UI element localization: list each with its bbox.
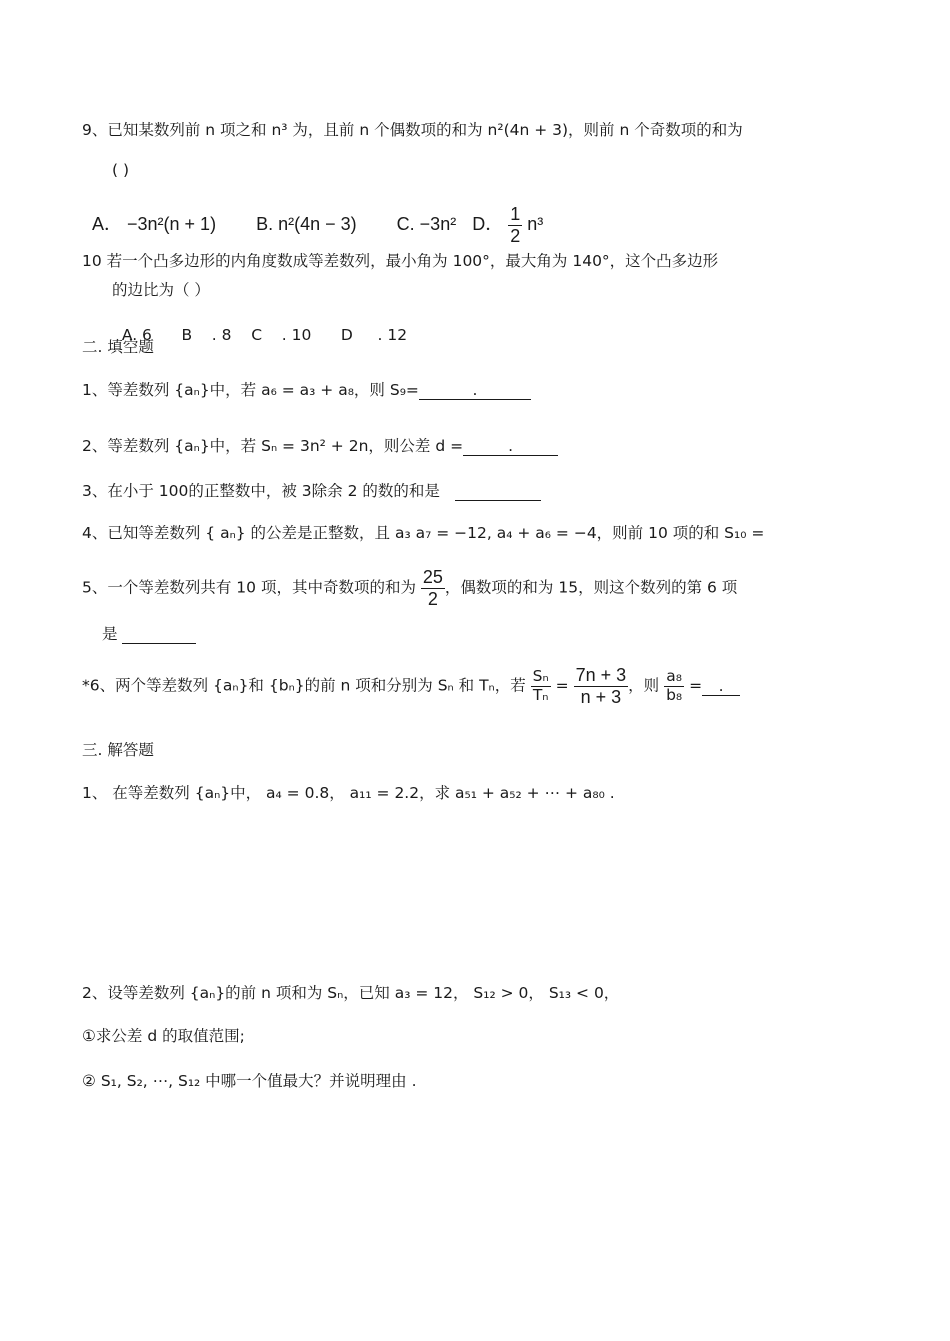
q10-line2: 的边比为（ ） bbox=[112, 281, 210, 299]
q9-option-d: D． $\frac{1}{2}$ n³ bbox=[472, 204, 544, 246]
fill-q6-blank[interactable]: . bbox=[702, 677, 740, 696]
q9-option-b: B. n²(4n − 3) bbox=[256, 213, 357, 234]
q10-options: A. 6 B . 8 C . 10 D . 12 bbox=[121, 326, 408, 344]
fill-q5: 5、一个等差数列共有 10 项，其中奇数项的和为 $\frac{25}{2}$ ，偶数项的和为 15，则这个数列的第 6 项 bbox=[82, 567, 738, 609]
q9-option-c: C. −3n² bbox=[396, 213, 457, 234]
fill-q2: 2、等差数列 {aₙ}中，若 Sₙ = 3n² + 2n，则公差 d = . bbox=[82, 434, 558, 456]
q9-option-a: A． −3n²(n + 1) bbox=[92, 213, 217, 234]
fill-q1: 1、等差数列 {aₙ}中，若 a₆ = a₃ + a₈，则 S₉= . bbox=[82, 378, 531, 400]
fill-q3-blank[interactable] bbox=[455, 482, 541, 501]
q9-answer-paren: ( ) bbox=[112, 161, 130, 179]
solve-q2-part2: ② S₁, S₂, ⋯, S₁₂ 中哪一个值最大？并说明理由 . bbox=[82, 1072, 417, 1090]
q10-line1: 10 若一个凸多边形的内角度数成等差数列，最小角为 100°，最大角为 140°，这个凸多边形 bbox=[82, 252, 719, 270]
section-solve-title: 三. 解答题 bbox=[82, 741, 154, 759]
q9-text: 9、已知某数列前 n 项之和 n³ 为，且前 n 个偶数项的和为 n²(4n + 3)，则前 n 个奇数项的和为 bbox=[82, 121, 743, 139]
fill-q2-blank[interactable]: . bbox=[463, 437, 558, 456]
fill-q5-blank[interactable] bbox=[122, 625, 196, 644]
fill-q1-blank[interactable]: . bbox=[419, 381, 531, 400]
fill-q3: 3、在小于 100的正整数中，被 3除余 2 的数的和是 bbox=[82, 479, 541, 501]
solve-q2: 2、设等差数列 {aₙ}的前 n 项和为 Sₙ，已知 a₃ = 12， S₁₂ > 0， S₁₃ < 0， bbox=[82, 984, 620, 1002]
q9-options bbox=[92, 204, 543, 246]
solve-q2-part1: ①求公差 d 的取值范围; bbox=[82, 1027, 245, 1045]
fill-q6-fraction-ratio: $\frac{7n + 3}{n + 3}$ bbox=[575, 665, 627, 707]
section-fill-in-title: 二. 填空题 bbox=[82, 338, 154, 356]
solve-q1: 1、 在等差数列 {aₙ}中， a₄ = 0.8， a₁₁ = 2.2，求 a₅₁ + a₅₂ + ⋯ + a₈₀ . bbox=[82, 784, 615, 802]
fill-q5-line2: 是 bbox=[102, 622, 196, 644]
fill-q6: *6、两个等差数列 {aₙ}和 {bₙ}的前 n 项和分别为 Sₙ 和 Tₙ，若 $\frac{\text{Sₙ}}{\text{Tₙ}}$ = $\frac{7n + 3}{n + 3}$ ，则 $\frac{\text{a₈}}{\text{b₈}}$ =. bbox=[82, 665, 740, 707]
fill-q4: 4、已知等差数列 { aₙ} 的公差是正整数，且 a₃ a₇ = −12, a₄ + a₆ = −4，则前 10 项的和 S₁₀ = bbox=[82, 524, 765, 542]
fill-q5-fraction: $\frac{25}{2}$ bbox=[422, 567, 443, 609]
fill-q6-fraction-a-b: $\frac{\text{a₈}}{\text{b₈}}$ bbox=[666, 666, 683, 704]
fill-q6-fraction-s-t: $\frac{\text{Sₙ}}{\text{Tₙ}}$ bbox=[532, 666, 549, 704]
q9-line1 bbox=[82, 118, 743, 140]
q9-option-d-fraction: $\frac{1}{2}$ bbox=[510, 204, 521, 246]
